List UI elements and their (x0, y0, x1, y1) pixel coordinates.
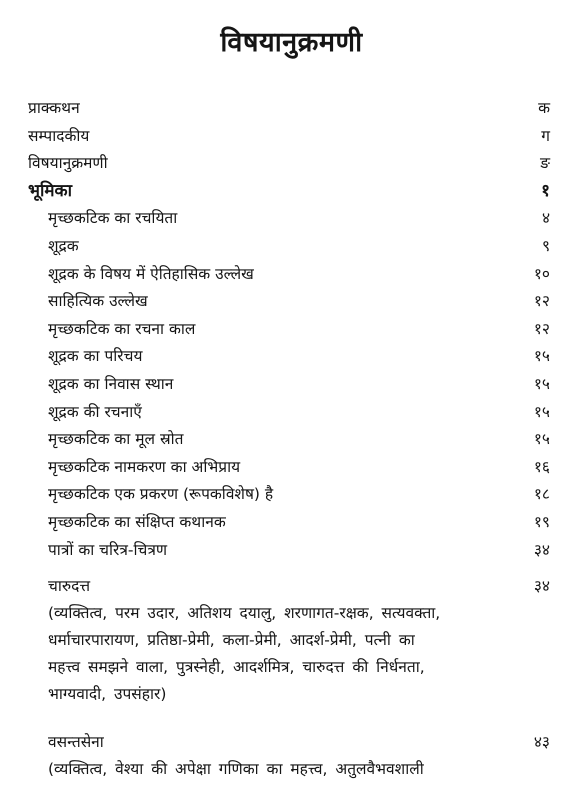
toc-entry-page-number: १५ (533, 402, 550, 421)
description-line: धर्माचारपारायण, प्रतिष्ठा-प्रेमी, कला-प्रेमी, आदर्श-प्रेमी, पत्नी का (48, 631, 415, 649)
section-description (28, 756, 550, 783)
toc-entry (28, 371, 550, 399)
section-description (28, 600, 550, 708)
section-heading: वसन्तसेना (48, 733, 104, 751)
toc-entry-page-number: ३४ (533, 540, 550, 559)
toc-entry (28, 150, 550, 178)
toc-entry (28, 316, 550, 344)
toc-entry (28, 481, 550, 509)
description-line: महत्त्व समझने वाला, पुत्रस्नेही, आदर्शमित्र, चारुदत्त की निर्धनता, (48, 658, 425, 676)
toc-entry-label: शूद्रक के विषय में ऐतिहासिक उल्लेख (48, 264, 254, 283)
toc-entry (28, 261, 550, 289)
description-line: (व्यक्तित्व, परम उदार, अतिशय दयालु, शरणागत-रक्षक, सत्यवक्ता, (48, 604, 441, 622)
section-page-number: ३४ (533, 577, 550, 595)
toc-entry-page-number: ४ (541, 209, 550, 228)
toc-entry-label: मृच्छकटिक नामकरण का अभिप्राय (48, 457, 241, 476)
toc-entry-page-number: १६ (533, 457, 550, 476)
toc-entry-page-number: १९ (533, 512, 550, 531)
toc-entry-page-number: क (538, 99, 550, 117)
toc-entry-page-number: १५ (533, 430, 550, 449)
toc-entry-label: मृच्छकटिक का रचयिता (48, 209, 178, 228)
toc-entry (28, 178, 550, 206)
toc-entry-label: शूद्रक का परिचय (48, 347, 143, 366)
toc-entry-page-number: ९ (541, 236, 550, 255)
toc-entry-page-number: १० (533, 264, 550, 283)
toc-entry-page-number: ग (541, 126, 550, 145)
toc-entry-page-number: १५ (533, 374, 550, 393)
section-head (28, 729, 550, 756)
toc-entry-label: पात्रों का चरित्र-चित्रण (48, 540, 168, 559)
character-section-vasantasena (28, 729, 550, 783)
description-line: भाग्यवादी, उपसंहार) (48, 685, 167, 703)
toc-entry-label: मृच्छकटिक का मूल स्रोत (48, 430, 184, 449)
toc-entry-page-number: ङ (540, 154, 550, 173)
toc-entry (28, 426, 550, 454)
toc-entry-page-number: १२ (533, 292, 550, 311)
toc-entry-label: मृच्छकटिक एक प्रकरण (रूपकविशेष) है (48, 485, 274, 504)
toc-entry-page-number: १२ (533, 319, 550, 338)
character-section-charudatta (28, 573, 550, 708)
table-of-contents (28, 95, 550, 564)
section-heading: चारुदत्त (48, 577, 91, 595)
toc-entry-label: भूमिका (28, 180, 72, 201)
toc-entry-page-number: १५ (533, 347, 550, 366)
toc-entry (28, 95, 550, 123)
toc-entry-label: मृच्छकटिक का रचना काल (48, 319, 196, 338)
toc-entry (28, 205, 550, 233)
toc-entry-label: शूद्रक (48, 236, 79, 255)
toc-entry-page-number: १८ (533, 485, 550, 504)
toc-entry-label: मृच्छकटिक का संक्षिप्त कथानक (48, 512, 226, 531)
toc-entry-label: विषयानुक्रमणी (28, 154, 108, 173)
toc-entry (28, 537, 550, 565)
toc-entry (28, 123, 550, 151)
section-head (28, 573, 550, 600)
toc-entry (28, 288, 550, 316)
toc-entry-label: साहित्यिक उल्लेख (48, 292, 148, 311)
toc-entry-label: शूद्रक की रचनाएँ (48, 402, 142, 421)
toc-entry (28, 509, 550, 537)
toc-entry-label: सम्पादकीय (28, 126, 90, 145)
toc-entry-label: शूद्रक का निवास स्थान (48, 374, 174, 393)
section-page-number: ४३ (533, 733, 550, 751)
toc-entry (28, 233, 550, 261)
description-line: (व्यक्तित्व, वेश्या की अपेक्षा गणिका का महत्त्व, अतुलवैभवशाली (48, 760, 424, 778)
page-title: विषयानुक्रमणी (220, 27, 363, 58)
toc-entry (28, 454, 550, 482)
toc-entry-label: प्राक्कथन (28, 99, 80, 117)
toc-entry (28, 399, 550, 427)
toc-entry-page-number: १ (541, 180, 550, 201)
toc-entry (28, 343, 550, 371)
